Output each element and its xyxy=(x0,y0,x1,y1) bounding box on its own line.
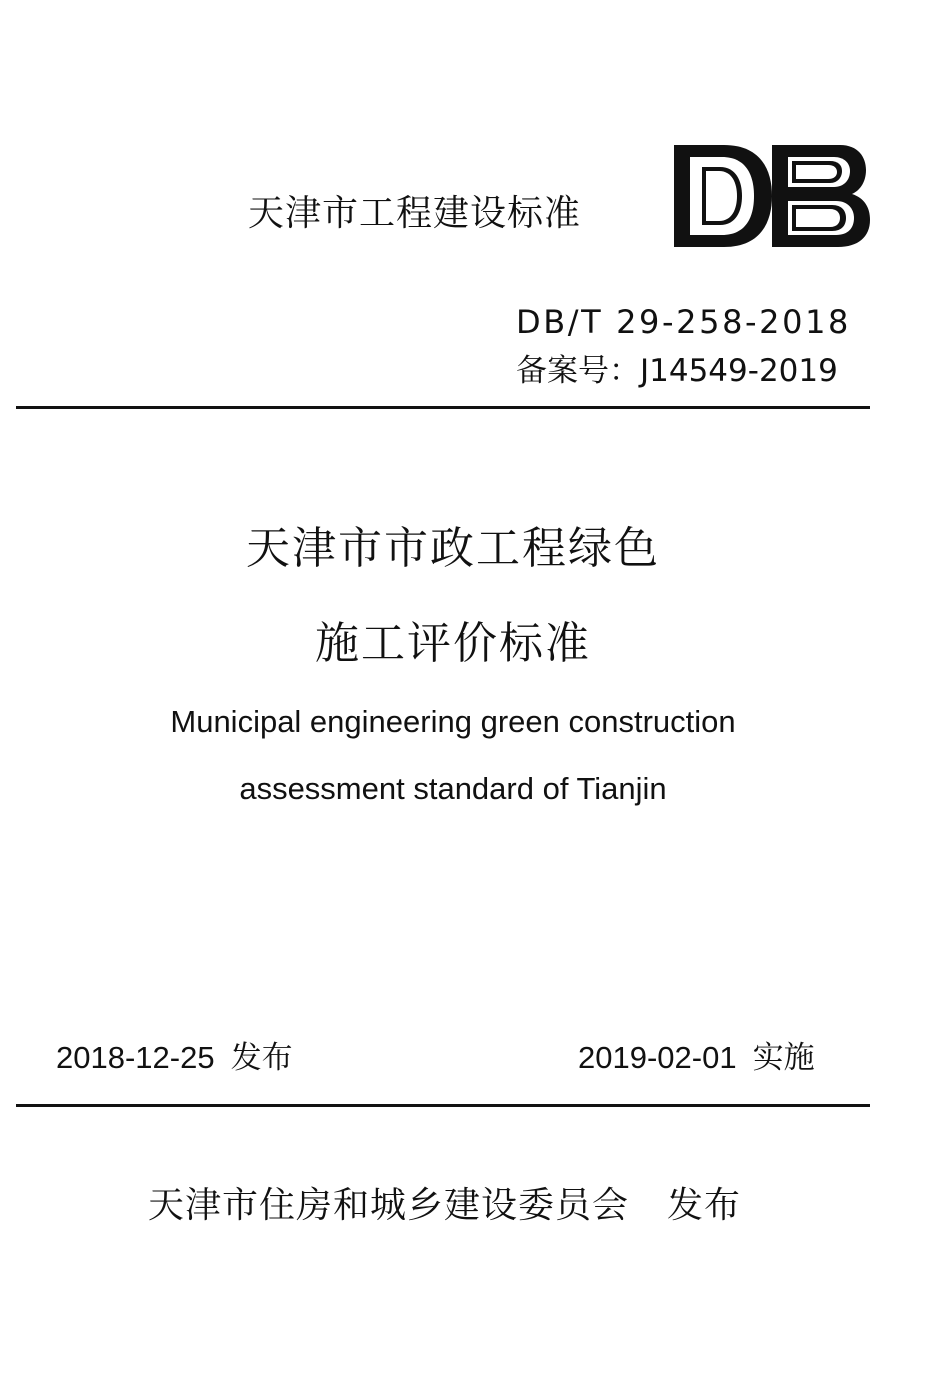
bottom-divider xyxy=(16,1104,870,1107)
issue-date: 2018-12-25 xyxy=(56,1040,215,1075)
implement-date-line xyxy=(578,1042,815,1074)
publish-label: 发布 xyxy=(667,1185,742,1226)
implement-label: 实施 xyxy=(752,1040,815,1076)
db-logo-letter-d xyxy=(674,145,772,247)
title-cn-line-1: 天津市市政工程绿色 xyxy=(246,523,660,574)
issue-date-line xyxy=(56,1042,293,1074)
filing-number: J14549-2019 xyxy=(640,353,838,389)
publisher-name: 天津市住房和城乡建设委员会 xyxy=(148,1185,630,1226)
db-logo-letter-b xyxy=(772,145,870,247)
title-en-line-2: assessment standard of Tianjin xyxy=(239,771,667,806)
title-en-line-1: Municipal engineering green construction xyxy=(170,704,736,739)
issue-label: 发布 xyxy=(230,1040,293,1076)
filing-record xyxy=(516,353,838,389)
top-divider xyxy=(16,406,870,409)
series-title: 天津市工程建设标准 xyxy=(248,193,582,234)
standard-number: DB/T 29-258-2018 xyxy=(516,303,852,341)
filing-label: 备案号： xyxy=(516,353,640,389)
implement-date: 2019-02-01 xyxy=(578,1040,737,1075)
publisher-line xyxy=(148,1185,742,1226)
db-logo xyxy=(672,143,872,249)
title-cn-line-2: 施工评价标准 xyxy=(315,618,591,669)
